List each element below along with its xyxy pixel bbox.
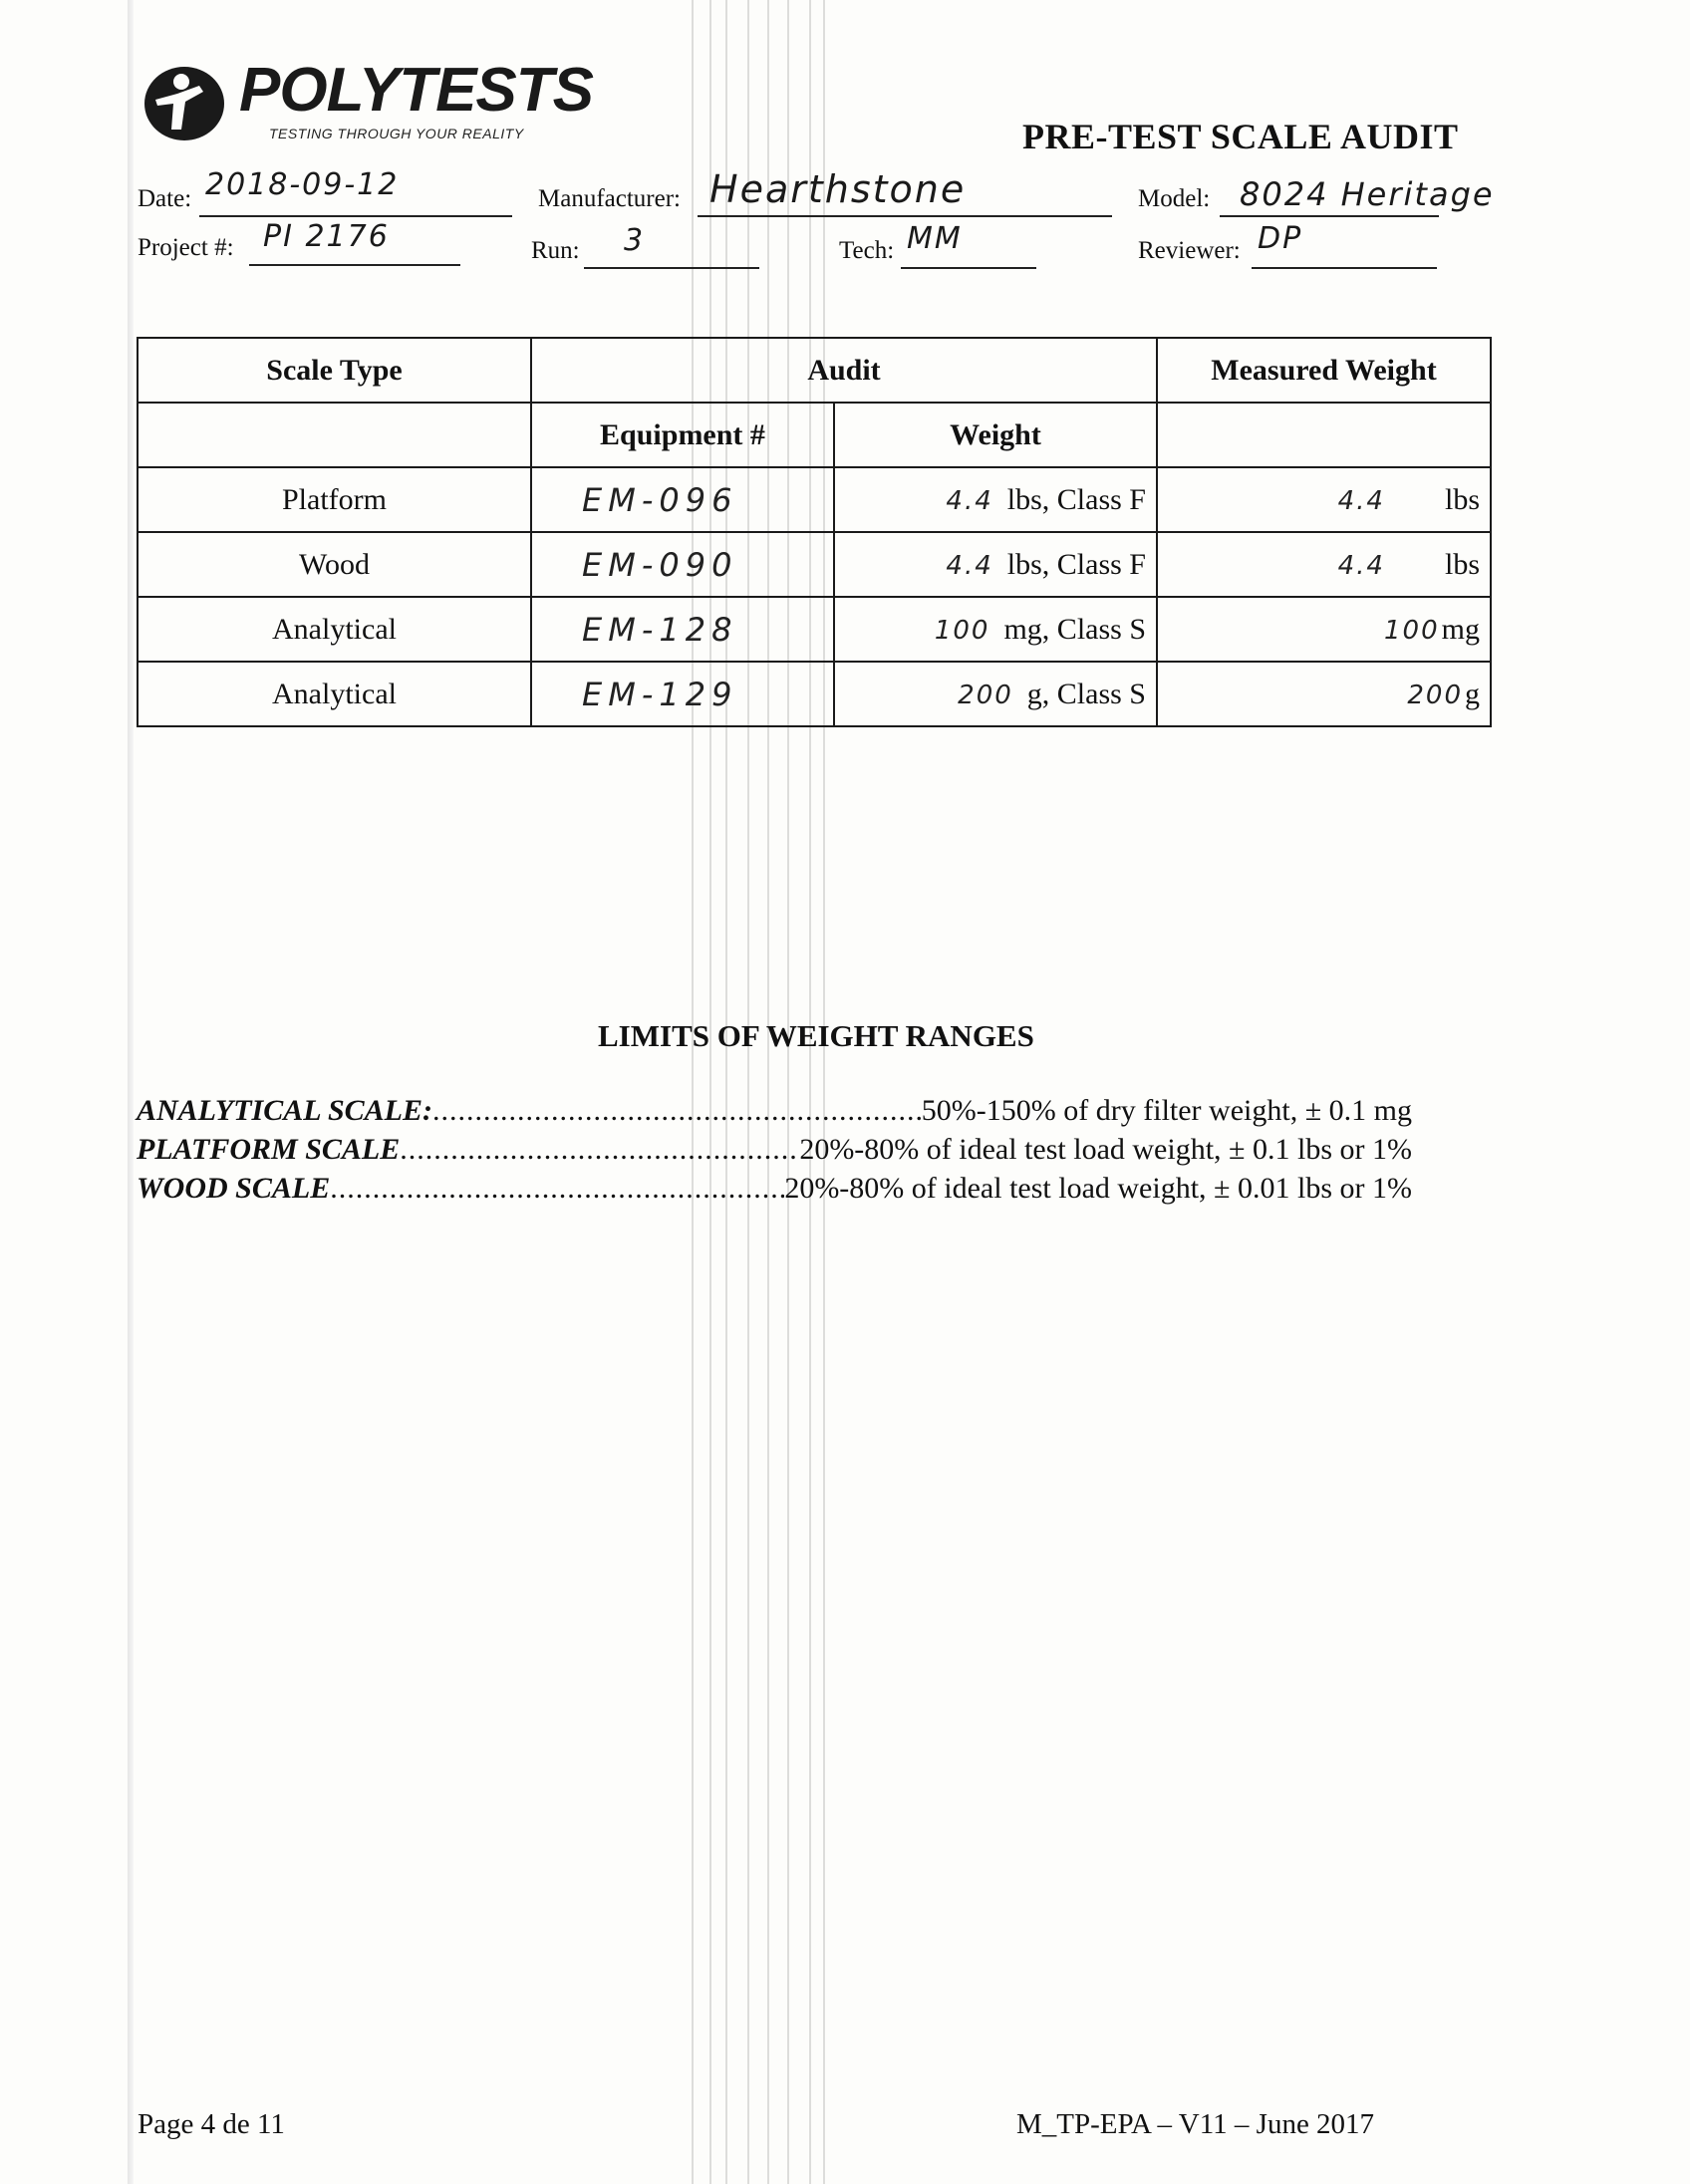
weight-unit: lbs, Class F (1006, 547, 1146, 581)
measured-cell (1157, 662, 1491, 726)
measured-unit: g (1465, 677, 1480, 710)
polytests-logo (141, 56, 594, 147)
table-row (138, 532, 1491, 597)
equipment-cell (531, 532, 834, 597)
measured-value: 4.4 (1337, 485, 1385, 516)
equipment-cell (531, 662, 834, 726)
scale-audit-table (137, 337, 1492, 727)
scale-type-cell: Analytical (138, 597, 531, 662)
measured-cell (1157, 532, 1491, 597)
table-row (138, 662, 1491, 726)
scan-streak (809, 0, 811, 2184)
weight-value: 4.4 (946, 485, 993, 516)
measured-unit: lbs (1444, 482, 1480, 516)
header-weight: Weight (834, 403, 1157, 467)
scale-type-cell: Platform (138, 467, 531, 532)
scan-streak (767, 0, 769, 2184)
logo-name: POLYTESTS (239, 56, 594, 125)
limit-row-wood (137, 1172, 1412, 1206)
scan-edge-shadow (128, 0, 134, 2184)
measured-cell (1157, 467, 1491, 532)
document-title: PRE-TEST SCALE AUDIT (1022, 117, 1459, 156)
logo-mark-icon (141, 64, 227, 143)
header-audit: Audit (531, 338, 1157, 403)
table-row (138, 597, 1491, 662)
date-value: 2018-09-12 (205, 167, 400, 202)
weight-cell (834, 467, 1157, 532)
dot-leader (432, 1094, 922, 1128)
measured-value: 100 (1384, 615, 1440, 646)
run-field (584, 237, 759, 269)
weight-unit: lbs, Class F (1006, 482, 1146, 516)
scale-type-cell: Wood (138, 532, 531, 597)
project-value: PI 2176 (263, 219, 390, 254)
reviewer-label: Reviewer: (1138, 237, 1241, 264)
scan-streak (823, 0, 825, 2184)
logo-tagline: TESTING THROUGH YOUR REALITY (269, 126, 524, 141)
limit-desc: 50%-150% of dry filter weight, ± 0.1 mg (921, 1094, 1412, 1127)
weight-unit: mg, Class S (1003, 612, 1146, 646)
weight-cell (834, 662, 1157, 726)
tech-label: Tech: (839, 237, 895, 264)
weight-unit: g, Class S (1026, 677, 1146, 710)
weight-value: 200 (958, 680, 1013, 710)
equipment-value: EM-090 (582, 545, 738, 584)
table-row (138, 467, 1491, 532)
limit-desc: 20%-80% of ideal test load weight, ± 0.1 lbs or 1% (799, 1133, 1412, 1166)
weight-value: 4.4 (946, 550, 993, 581)
weight-cell (834, 532, 1157, 597)
measured-cell (1157, 597, 1491, 662)
model-value: 8024 Heritage (1240, 175, 1495, 213)
limit-row-analytical (137, 1094, 1412, 1128)
limit-name: ANALYTICAL SCALE: (137, 1094, 432, 1127)
table-subheader-row (138, 403, 1491, 467)
dot-leader (400, 1133, 799, 1167)
measured-unit: mg (1441, 612, 1480, 646)
page-number: Page 4 de 11 (138, 2108, 285, 2140)
limit-name: PLATFORM SCALE (137, 1133, 401, 1166)
manufacturer-value: Hearthstone (709, 167, 967, 211)
limits-title: LIMITS OF WEIGHT RANGES (598, 1018, 1034, 1053)
limit-desc: 20%-80% of ideal test load weight, ± 0.01 lbs or 1% (784, 1172, 1412, 1205)
run-label: Run: (531, 237, 580, 264)
equipment-value: EM-129 (582, 675, 738, 713)
model-label: Model: (1138, 185, 1211, 212)
manufacturer-label: Manufacturer: (538, 185, 681, 212)
tech-value: MM (907, 221, 963, 256)
subheader-blank (138, 403, 531, 467)
reviewer-value: DP (1258, 221, 1303, 256)
measured-unit: lbs (1444, 547, 1480, 581)
weight-value: 100 (934, 615, 990, 646)
table-header-row (138, 338, 1491, 403)
run-value: 3 (624, 223, 646, 258)
measured-value: 200 (1407, 680, 1463, 710)
header-scale-type: Scale Type (138, 338, 531, 403)
equipment-cell (531, 597, 834, 662)
header-equipment: Equipment # (531, 403, 834, 467)
limit-name: WOOD SCALE (137, 1172, 331, 1205)
document-id: M_TP-EPA – V11 – June 2017 (1016, 2108, 1375, 2140)
scan-streak (787, 0, 789, 2184)
scan-streak (747, 0, 749, 2184)
scan-streak (692, 0, 694, 2184)
weight-cell (834, 597, 1157, 662)
equipment-value: EM-128 (582, 610, 738, 649)
scale-type-cell: Analytical (138, 662, 531, 726)
equipment-cell (531, 467, 834, 532)
project-label: Project #: (138, 234, 234, 261)
date-label: Date: (138, 185, 192, 212)
limit-row-platform (137, 1133, 1412, 1167)
subheader-blank (1157, 403, 1491, 467)
scan-streak (709, 0, 711, 2184)
scan-streak (725, 0, 727, 2184)
header-measured-weight: Measured Weight (1157, 338, 1491, 403)
equipment-value: EM-096 (582, 480, 738, 519)
dot-leader (330, 1172, 784, 1206)
measured-value: 4.4 (1337, 550, 1385, 581)
